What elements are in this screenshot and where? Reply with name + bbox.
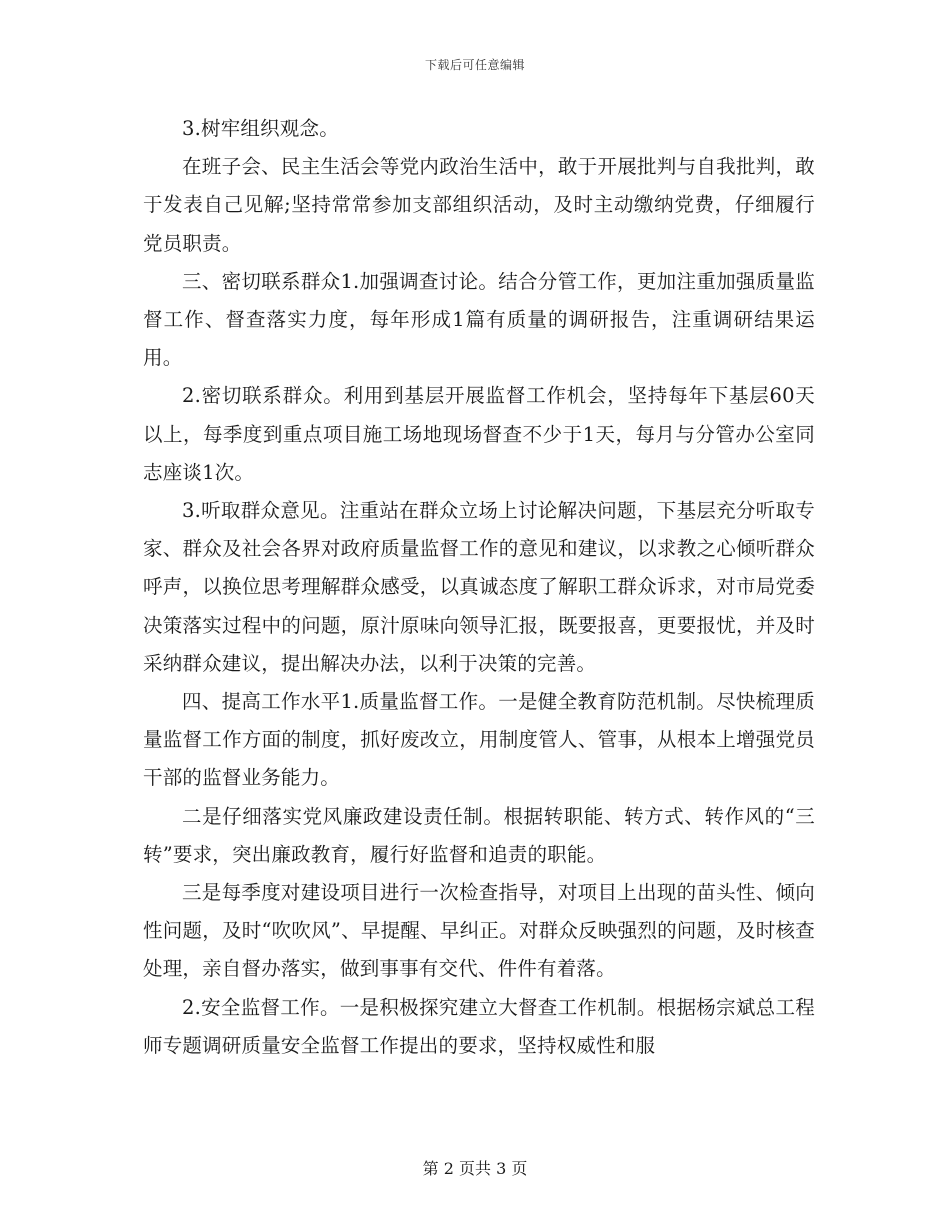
page-number: 第 2 页共 3 页 [422,1159,528,1178]
paragraph-9: 2.安全监督工作。一是积极探究建立大督查工作机制。根据杨宗斌总工程师专题调研质量安全监督工作提出的要求，坚持权威性和服 [143,995,815,1057]
page-header: 下载后可任意编辑 [424,58,525,72]
paragraph-6: 四、提高工作水平1.质量监督工作。一是健全教育防范机制。尽快梳理质量监督工作方面的制度，抓好废改立，用制度管人、管事，从根本上增强党员干部的监督业务能力。 [143,690,815,790]
paragraph-5: 3.听取群众意见。注重站在群众立场上讨论解决问题，下基层充分听取专家、群众及社会各界对政府质量监督工作的意见和建议，以求教之心倾听群众呼声，以换位思考理解群众感受，以真诚态度了解职工群众诉求，对市局党委决策落实过程中的问题，原汁原味向领导汇报，既要报喜，更要报忧，并及时采纳群众建议，提出解决办法，以利于决策的完善。 [143,499,815,675]
paragraph-1: 3.树牢组织观念。 [182,117,339,140]
paragraph-3: 三、密切联系群众1.加强调查讨论。结合分管工作，更加注重加强质量监督工作、督查落实力度，每年形成1篇有质量的调研报告，注重调研结果运用。 [143,269,815,370]
paragraph-8: 三是每季度对建设项目进行一次检查指导，对项目上出现的苗头性、倾向性问题，及时“吹吹风”、早提醒、早纠正。对群众反映强烈的问题，及时核查处理，亲自督办落实，做到事事有交代、件件有着落。 [143,881,815,981]
document-body [143,110,815,1065]
paragraph-7: 二是仔细落实党风廉政建设责任制。根据转职能、转方式、转作风的“三转”要求，突出廉政教育，履行好监督和追责的职能。 [143,804,815,866]
paragraph-2: 在班子会、民主生活会等党内政治生活中，敢于开展批判与自我批判，敢于发表自己见解;坚持常常参加支部组织活动，及时主动缴纳党费，仔细履行党员职责。 [143,155,815,255]
paragraph-4: 2.密切联系群众。利用到基层开展监督工作机会，坚持每年下基层60天以上，每季度到重点项目施工场地现场督查不少于1天，每月与分管办公室同志座谈1次。 [143,384,815,484]
